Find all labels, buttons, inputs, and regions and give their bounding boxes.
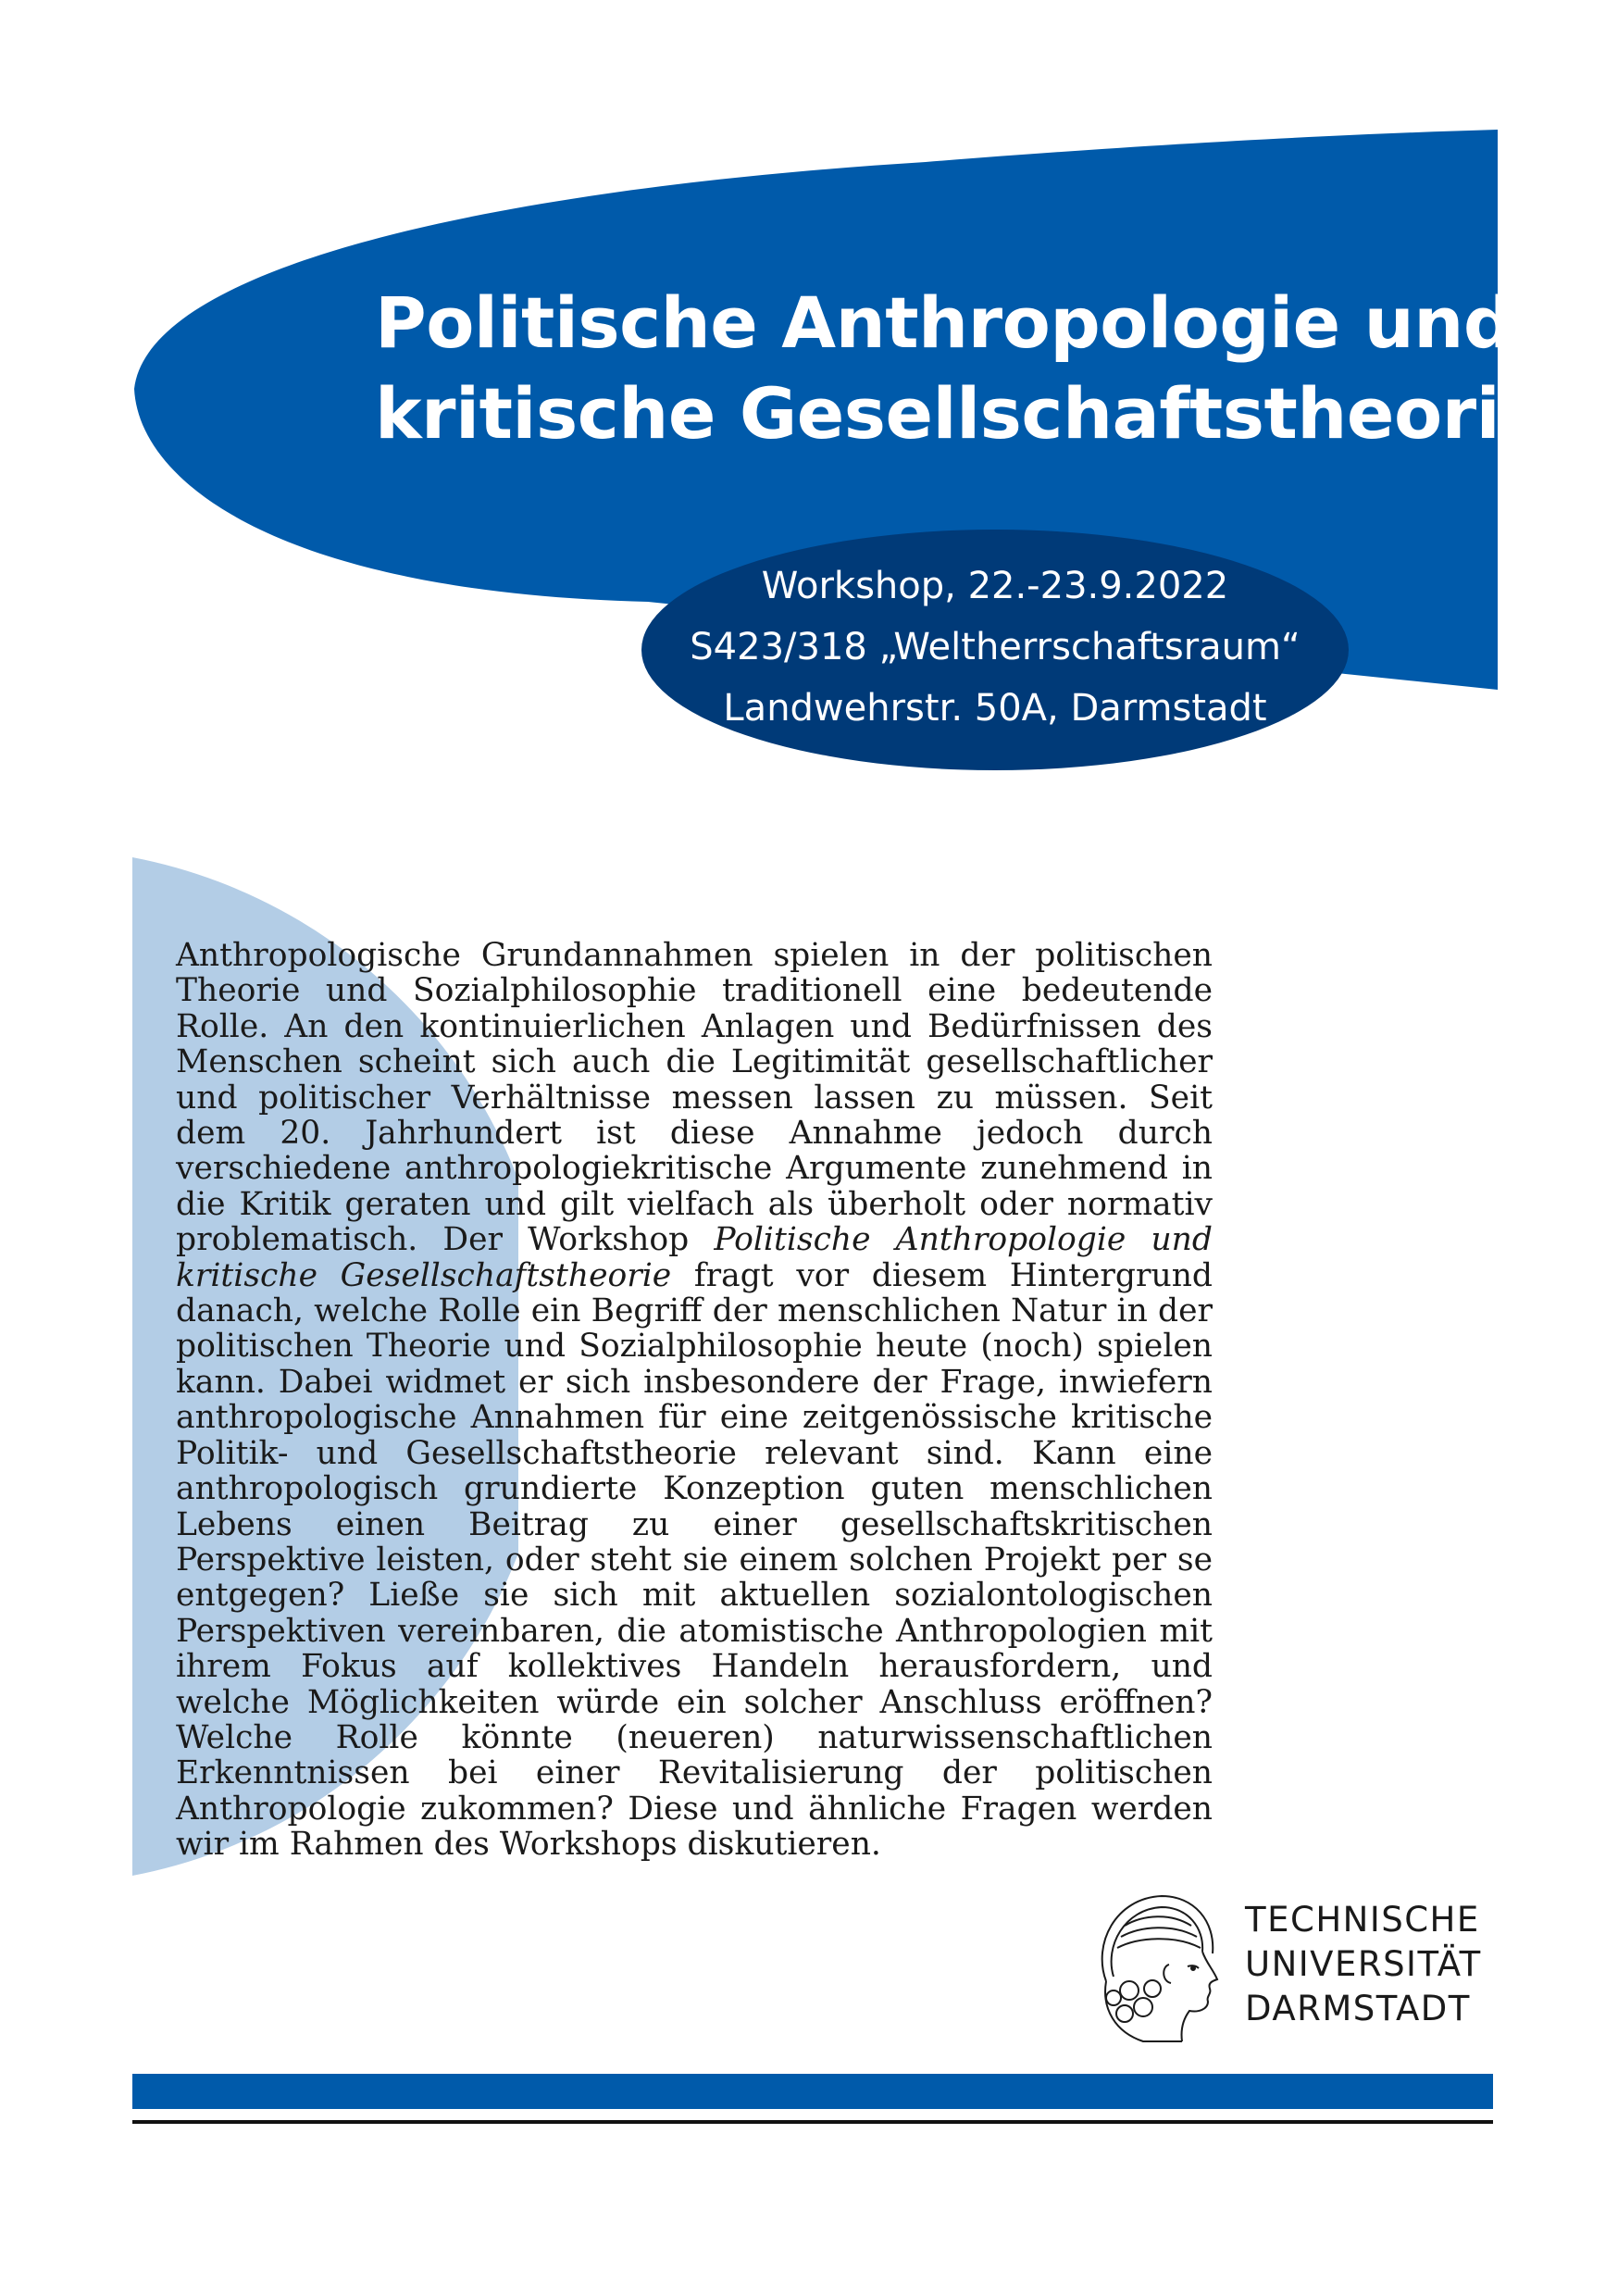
title-line-2: kritische Gesellschaftstheorie [375,372,1548,455]
abstract-part-2: fragt vor diesem Hintergrund danach, welche Rolle ein Begriff der menschlichen Natur in der politischen Theorie und Sozialphilosophie heute (noch) spielen kann. Dabei widmet er sich insbesondere der Frage, inwiefern anthropologische Annahmen für eine zeitgenössische kritische Politik- und Gesellschaftstheorie relevant sind. Kann eine anthropologisch grundierte Konzeption guten menschlichen Lebens einen Beitrag zu einer gesellschaftskritischen Perspektive leisten, oder steht sie einem solchen Projekt per se entgegen? Ließe sie sich mit aktuellen sozialontologischen Perspektiven vereinbaren, die atomistische Anthropologien mit ihrem Fokus auf kollektives Handeln herausfordern, und welche Möglichkeiten würde ein solcher Anschluss eröffnen? Welche Rolle könnte (neueren) naturwissenschaftlichen Erkenntnissen bei einer Revitalisierung der politischen Anthropologie zukommen? Diese und ähnliche Fragen werden wir im Rahmen des Workshops diskutieren. [176,1256,1213,1864]
footer-blue-bar [132,2074,1493,2109]
tu-darmstadt-logo [1088,1889,1495,2046]
event-address: Landwehrstr. 50A, Darmstadt [723,687,1267,730]
logo-line-3: DARMSTADT [1245,1989,1471,2028]
event-date: Workshop, 22.-23.9.2022 [761,565,1229,607]
title-line-1: Politische Anthropologie und [375,281,1513,364]
abstract-part-1: Anthropologische Grundannahmen spielen in der politischen Theorie und Sozialphilosophie traditionell eine bedeutende Rolle. An den kontinuierlichen Anlagen und Bedürfnissen des Menschen scheint sich auch die Legitimität gesellschaftlicher und politischer Verhältnisse messen lassen zu müssen. Seit dem 20. Jahrhundert ist diese Annahme jedoch durch verschiedene anthropologiekritische Argumente zunehmend in die Kritik geraten und gilt vielfach als überholt oder normativ problematisch. Der Workshop [176,937,1213,1259]
abstract-italic-title: Politische Anthropologie und kritische Gesellschaftstheorie [176,1221,1213,1294]
footer-rule [132,2120,1493,2124]
event-info [639,555,1351,739]
athena-head-icon [1088,1889,1222,2046]
logo-line-1: TECHNISCHE [1245,1900,1480,1940]
logo-wordmark [1245,1898,1482,2031]
event-room: S423/318 „Weltherrschaftsraum“ [690,626,1301,668]
abstract-text [176,938,1213,1863]
logo-line-2: UNIVERSITÄT [1245,1944,1482,1984]
page-title [375,278,1547,459]
